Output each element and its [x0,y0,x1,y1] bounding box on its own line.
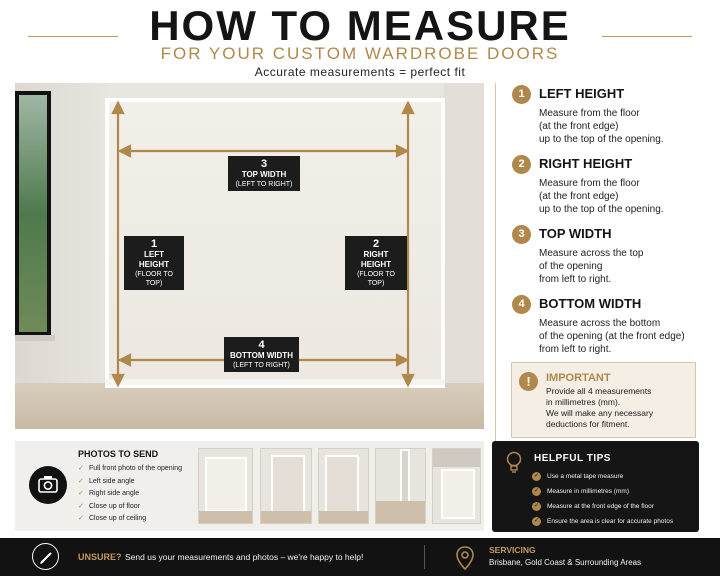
title-rule-right [602,36,692,37]
thumbnail-right-angle [318,448,369,524]
helpful-tips-panel [492,441,699,532]
label-bottom-width: 4 BOTTOM WIDTH (LEFT TO RIGHT) [224,337,299,372]
step-description: Measure across the top of the opening from left to right. [539,248,644,285]
step-title: BOTTOM WIDTH [539,296,642,311]
list-item: ✓ Full front photo of the opening [78,463,182,476]
thumbnail-front [198,448,253,524]
photos-to-send-list [78,463,182,526]
helpful-tips-list [532,469,673,529]
opening-photo [15,83,484,429]
step-number-badge: 4 [512,295,531,314]
exclamation-icon: ! [519,372,538,391]
check-icon: ✓ [533,503,540,509]
important-text: Provide all 4 measurements in millimetres (mm). We will make any necessary deductions for fitment. [546,386,654,429]
list-item: ✓ Close up of floor [78,501,182,514]
photos-to-send-panel [15,441,484,531]
step-number-badge: 3 [512,225,531,244]
helpful-tips-title: HELPFUL TIPS [534,453,611,464]
list-item: ✓ Right side angle [78,488,182,501]
check-icon: ✓ [533,473,540,479]
check-icon: ✓ [533,488,540,494]
step-description: Measure from the floor (at the front edge) up to the top of the opening. [539,178,664,215]
pencil-icon [32,543,59,570]
important-title: IMPORTANT [546,372,611,384]
label-right-height: 2 RIGHT HEIGHT (FLOOR TO TOP) [345,236,407,290]
lightbulb-icon [505,450,523,474]
list-item: ✓ Use a metal tape measure [533,473,624,480]
unsure-label: UNSURE? [78,552,122,562]
step-description: Measure across the bottom of the opening (at the front edge) from left to right. [539,318,685,355]
photos-to-send-title: PHOTOS TO SEND [78,449,159,459]
thumbnail-left-angle [260,448,312,524]
list-item: ✓ Close up of ceiling [78,513,182,526]
location-pin-icon [455,545,475,571]
thumbnail-ceiling [432,448,481,524]
step-number-badge: 2 [512,155,531,174]
step-title: LEFT HEIGHT [539,86,625,101]
important-notice [511,362,696,438]
page-subtitle: FOR YOUR CUSTOM WARDROBE DOORS [160,44,560,63]
list-item: ✓ Measure at the front edge of the floor [533,503,654,510]
step-title: RIGHT HEIGHT [539,156,633,171]
servicing-text: Brisbane, Gold Coast & Surrounding Areas [489,558,642,567]
footer-divider [424,545,425,569]
page-header [0,0,720,82]
servicing-label: SERVICING [489,545,536,555]
thumbnail-floor [375,448,426,524]
dimension-lines [15,83,484,429]
page-tagline: Accurate measurements = perfect fit [254,65,466,79]
list-item: ✓ Left side angle [78,476,182,489]
label-top-width: 3 TOP WIDTH (LEFT TO RIGHT) [228,156,300,191]
unsure-text: Send us your measurements and photos – we're happy to help! [125,552,364,562]
step-number-badge: 1 [512,85,531,104]
step-description: Measure from the floor (at the front edge) up to the top of the opening. [539,108,664,145]
list-item: ✓ Ensure the area is clear for accurate photos [533,518,674,525]
step-title: TOP WIDTH [539,226,612,241]
page-title: HOW TO MEASURE [149,2,571,49]
label-left-height: 1 LEFT HEIGHT (FLOOR TO TOP) [124,236,184,290]
check-icon: ✓ [533,518,540,524]
camera-icon [29,466,67,504]
footer-bar [0,538,720,576]
list-item: ✓ Measure in millimetres (mm) [533,488,629,495]
